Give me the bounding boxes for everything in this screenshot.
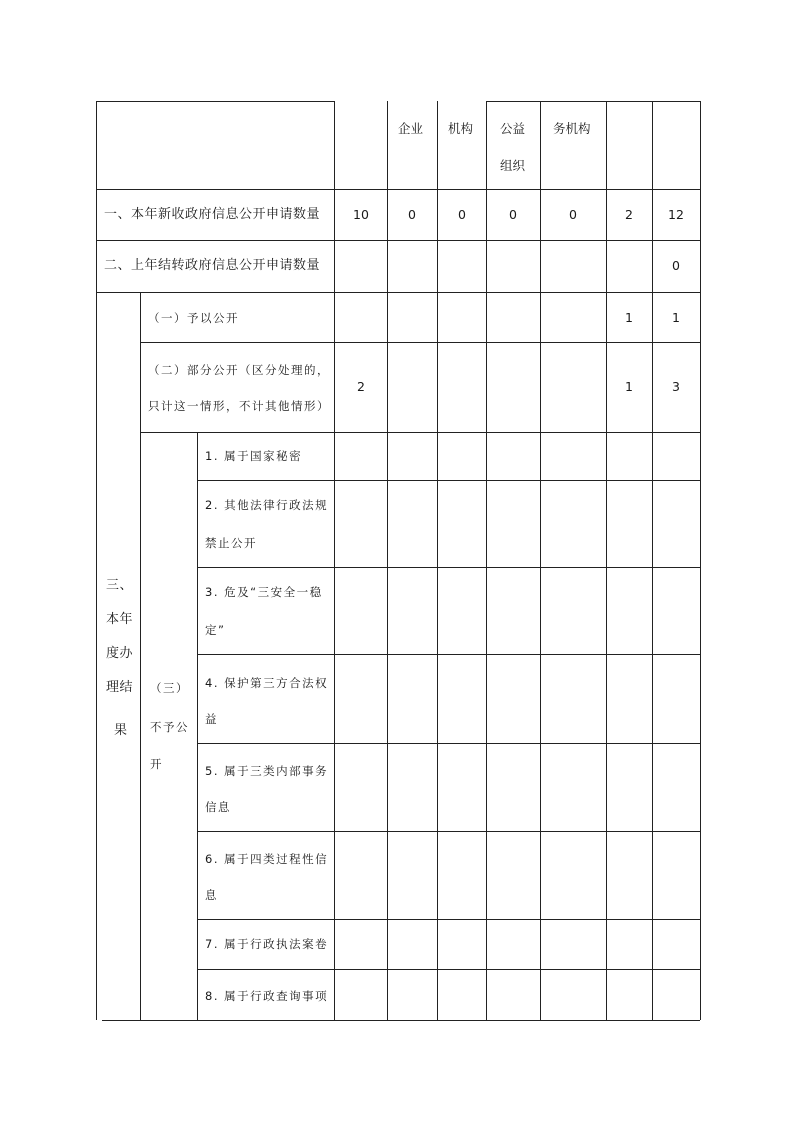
table-line [197,919,700,920]
table-line [140,432,700,433]
table-line [140,292,141,1020]
table-line [606,101,607,1020]
table-line [197,654,700,655]
row-partial-natural-person: 2 [357,379,365,394]
table-line [96,240,700,241]
section3-label-line2: 本年 [106,612,134,627]
not-disclose-item-5-line2: 信息 [205,800,231,814]
not-disclose-item-3-line1: 3. 危及“三安全一稳 [205,585,323,599]
row-new-applications-natural-person: 10 [353,207,369,222]
row-carryover-total: 0 [672,258,680,273]
row-new-applications-total: 12 [668,207,684,222]
not-disclose-item-4-line1: 4. 保护第三方合法权 [205,676,329,690]
section3-label-line1: 三、 [106,578,134,593]
header-enterprise: 企业 [398,121,424,136]
row-disclose-total: 1 [672,310,680,325]
not-disclose-item-5-line1: 5. 属于三类内部事务 [205,764,329,778]
table-top-line [96,101,334,102]
not-disclose-item-8: 8. 属于行政查询事项 [205,989,329,1003]
not-disclose-item-4-line2: 益 [205,712,218,726]
table-line [197,480,700,481]
table-line [197,567,700,568]
row-new-applications-label: 一、本年新收政府信息公开申请数量 [104,207,321,222]
section3-label-line3: 度办 [106,646,134,661]
row-not-disclose-label-line1: （三） [150,681,189,695]
table-line [197,831,700,832]
table-line [652,101,653,1020]
not-disclose-item-1: 1. 属于国家秘密 [205,449,303,463]
row-not-disclose-label-line3: 开 [150,757,163,771]
row-new-applications-legal-service: 0 [569,207,577,222]
not-disclose-item-3-line2: 定” [205,623,226,637]
row-partial-label-line2: 只计这一情形，不计其他情形） [148,399,330,413]
row-partial-label-line1: （二）部分公开（区分处理的， [148,363,330,377]
row-partial-total: 3 [672,379,680,394]
table-line [486,101,487,1020]
table-line [437,101,438,1020]
table-line [140,342,700,343]
table-bottom-line [102,1020,700,1021]
section3-label-line4: 理结 [106,680,134,695]
not-disclose-item-7: 7. 属于行政执法案卷 [205,937,329,951]
row-new-applications-enterprise: 0 [408,207,416,222]
table-line [334,101,335,1020]
row-disclose-other: 1 [625,310,633,325]
table-line [197,432,198,1020]
header-service-institution: 务机构 [553,121,591,136]
not-disclose-item-2-line1: 2. 其他法律行政法规 [205,498,329,512]
header-institution: 机构 [448,121,474,136]
not-disclose-item-6-line1: 6. 属于四类过程性信 [205,852,329,866]
row-new-applications-research: 0 [458,207,466,222]
table-line [96,189,700,190]
table-line [197,969,700,970]
table-line [486,101,700,102]
table-line [96,292,700,293]
not-disclose-item-6-line2: 息 [205,888,218,902]
row-new-applications-public-welfare: 0 [509,207,517,222]
table-left-line [96,101,97,1020]
table-line [540,101,541,1020]
header-public-welfare-line1: 公益 [500,121,526,136]
row-new-applications-other: 2 [625,207,633,222]
row-carryover-label: 二、上年结转政府信息公开申请数量 [104,258,321,273]
row-partial-other: 1 [625,379,633,394]
row-not-disclose-label-line2: 不予公 [150,720,189,734]
not-disclose-item-2-line2: 禁止公开 [205,536,257,550]
section3-label-line5: 果 [114,723,128,738]
row-disclose-label: （一）予以公开 [148,311,239,325]
table-line [387,101,388,1020]
table-right-line [700,101,701,1020]
header-public-welfare-line2: 组织 [500,158,526,173]
table-line [197,743,700,744]
